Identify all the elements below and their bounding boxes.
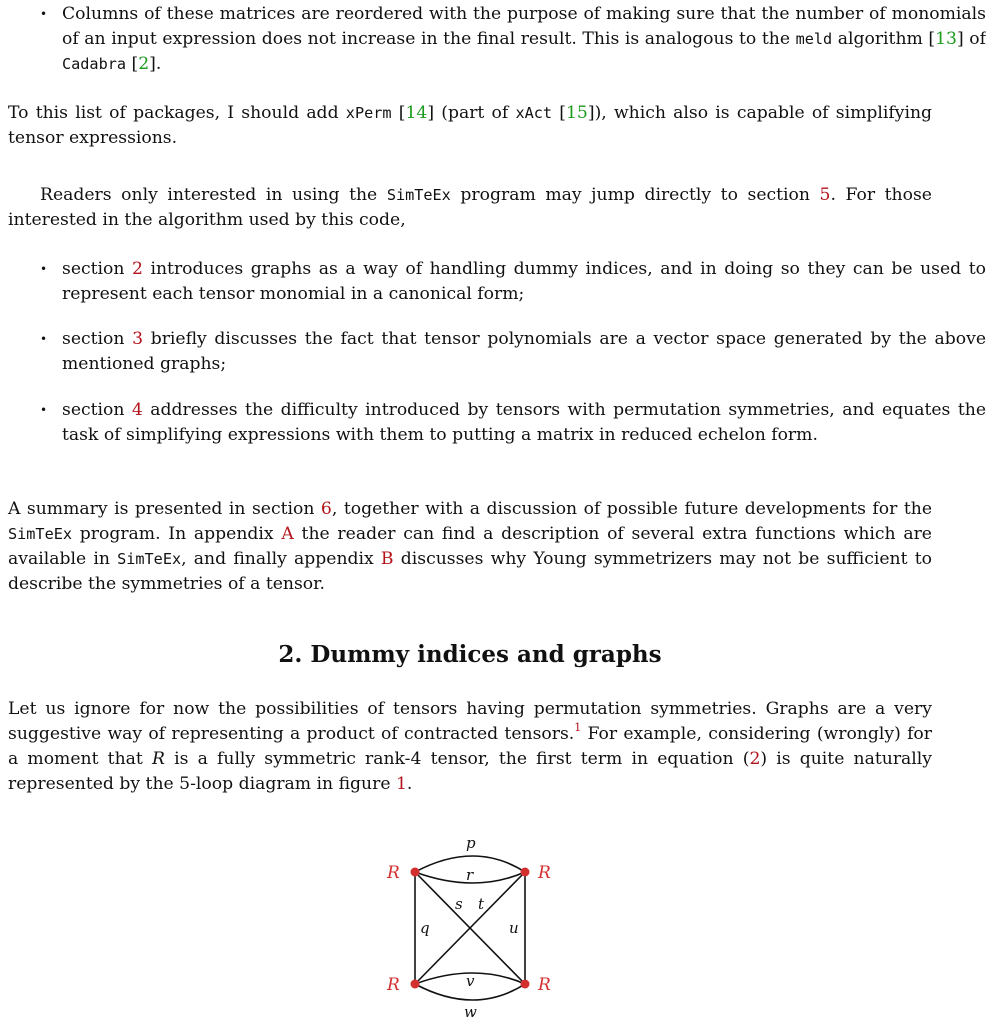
edge-label-s: s xyxy=(455,895,463,913)
section-link[interactable]: 2 xyxy=(132,259,143,279)
vertex-top-left xyxy=(411,868,420,877)
section-link[interactable]: 6 xyxy=(320,499,332,519)
code-xact: xAct xyxy=(515,104,553,122)
code-meld: meld xyxy=(795,30,833,48)
loop-diagram xyxy=(365,832,585,1027)
citation-link[interactable]: 13 xyxy=(935,29,957,49)
vertex-label: R xyxy=(387,863,400,883)
vertex-label: R xyxy=(538,863,551,883)
bullet-dot: • xyxy=(40,7,48,21)
bullet-dot: • xyxy=(40,262,48,276)
edge-label-t: t xyxy=(478,895,485,913)
appendix-link[interactable]: A xyxy=(281,524,294,544)
paragraph-readers: Readers only interested in using the SimTeEx program may jump directly to section 5. For those interested in the algorithm used by this code, xyxy=(8,185,932,230)
footnote-marker[interactable]: 1 xyxy=(574,721,582,734)
math-variable: R xyxy=(151,749,165,769)
section-link[interactable]: 4 xyxy=(131,400,143,420)
list-item: • section 2 introduces graphs as a way of handling dummy indices, and in doing so they can be used to represent each tensor monomial in a canonical form; xyxy=(40,259,986,304)
list-item: • section 3 briefly discusses the fact that tensor polynomials are a vector space generated by the above mentioned graphs; xyxy=(40,329,986,374)
section-link[interactable]: 3 xyxy=(132,329,144,349)
code-simteex: SimTeEx xyxy=(8,525,73,543)
vertex-label: R xyxy=(538,975,551,995)
paragraph-graphs: Let us ignore for now the possibilities of tensors having permutation symmetries. Graphs are a very suggestive way of representing a product of contracted tensors.$^1$ For example, considering (wrongly) for a moment that R is a fully symmetric rank-4 tensor, the first term in equation (2) is quite naturally represented by the 5-loop diagram in figure 1. xyxy=(8,699,933,794)
paragraph-summary: A summary is presented in section 6, together with a discussion of possible future developments for the SimTeEx program. In appendix A the reader can find a description of several extra functions which are available in SimTeEx, and finally appendix B discusses why Young symmetrizers may not be sufficient to describe the symmetries of a tensor. xyxy=(8,499,932,594)
bullet-dot: • xyxy=(40,403,48,417)
vertex-bottom-right xyxy=(521,980,530,989)
code-simteex: SimTeEx xyxy=(386,186,451,204)
vertex-bottom-left xyxy=(411,980,420,989)
edge-label-v: v xyxy=(466,972,475,990)
code-simteex: SimTeEx xyxy=(117,550,182,568)
vertex-label: R xyxy=(387,975,400,995)
list-item: • Columns of these matrices are reordered with the purpose of making sure that the number of monomials of an input expression does not increase in the final result. This is analogous to the meld algorithm [13] of Cadabra [2]. xyxy=(40,4,986,74)
paragraph-packages: To this list of packages, I should add xPerm [14] (part of xAct [15]), which also is capable of simplifying tensor expressions. xyxy=(8,103,933,148)
appendix-link[interactable]: B xyxy=(380,549,394,569)
edge-label-q: q xyxy=(420,919,430,937)
section-link[interactable]: 5 xyxy=(819,185,831,205)
edge-label-p: p xyxy=(466,834,476,852)
bullet-dot: • xyxy=(40,332,48,346)
equation-link[interactable]: 2 xyxy=(749,749,761,769)
vertex-top-right xyxy=(521,868,530,877)
edge-label-u: u xyxy=(509,919,519,937)
citation-link[interactable]: 14 xyxy=(405,103,428,123)
code-cadabra: Cadabra xyxy=(62,55,127,73)
edge-label-r: r xyxy=(466,866,474,884)
edge-label-w: w xyxy=(464,1003,477,1021)
citation-link[interactable]: 2 xyxy=(138,54,150,74)
code-xperm: xPerm xyxy=(345,104,392,122)
list-item: • section 4 addresses the difficulty introduced by tensors with permutation symmetries, and equates the task of simplifying expressions with them to putting a matrix in reduced echelon form. xyxy=(40,400,986,445)
figure-link[interactable]: 1 xyxy=(395,774,407,794)
citation-link[interactable]: 15 xyxy=(566,103,588,123)
section-heading: 2. Dummy indices and graphs xyxy=(278,641,662,668)
